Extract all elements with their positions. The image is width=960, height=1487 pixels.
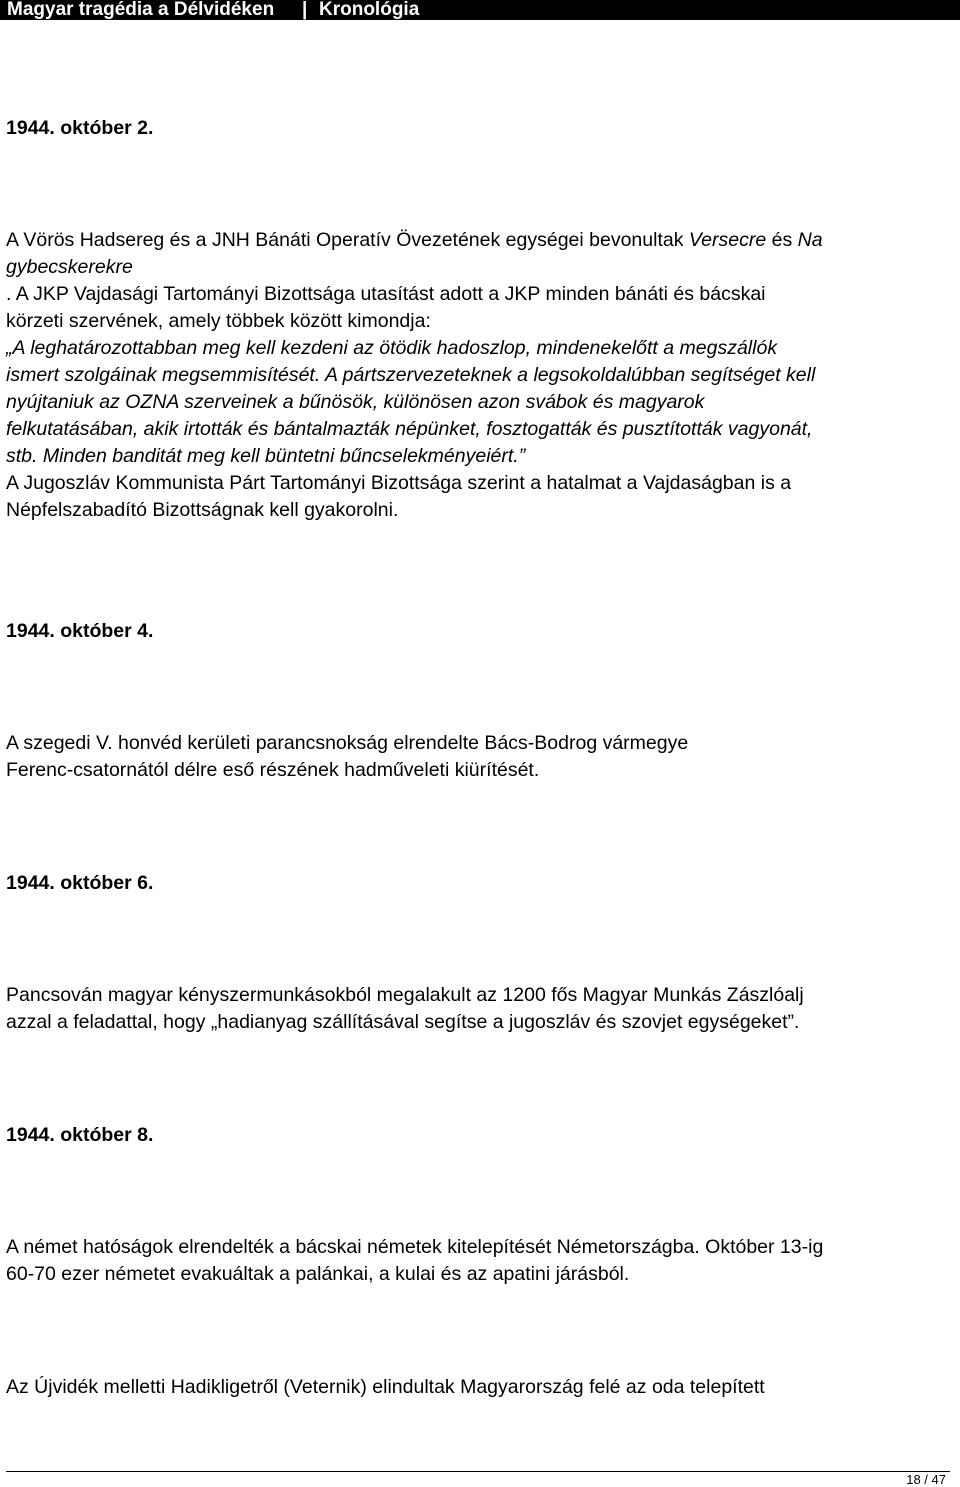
quote-line: nyújtaniuk az OZNA szerveinek a bűnösök, különösen azon svábok és magyarok xyxy=(6,391,705,413)
text-run: A Vörös Hadsereg és a JNH Bánáti Operatív Övezetének egységei bevonultak xyxy=(6,229,689,251)
place-name: Na xyxy=(797,229,823,251)
entry-paragraph xyxy=(6,1374,765,1401)
quote-line: stb. Minden banditát meg kell büntetni bűncselekményeiért.” xyxy=(6,445,526,467)
entry-date: 1944. október 8. xyxy=(6,1124,154,1146)
running-header xyxy=(0,0,960,20)
place-name: Versecre xyxy=(688,229,767,251)
quote-line: „A leghatározottabban meg kell kezdeni az ötödik hadoszlop, mindenekelőtt a megszállók xyxy=(6,337,778,359)
text-line: Ferenc-csatornától délre eső részének hadműveleti kiürítését. xyxy=(6,759,540,781)
entry-date: 1944. október 6. xyxy=(6,872,154,894)
text-line: körzeti szervének, amely többek között kimondja: xyxy=(6,310,431,332)
footer-divider xyxy=(6,1471,950,1472)
document-title: Magyar tragédia a Délvidéken xyxy=(7,0,275,20)
entry-paragraph xyxy=(6,1234,823,1288)
text-line: Népfelszabadító Bizottságnak kell gyakorolni. xyxy=(6,499,399,521)
text-line: A német hatóságok elrendelték a bácskai németek kitelepítését Németországba. Október 13-ig xyxy=(6,1236,824,1258)
text-line: A Jugoszláv Kommunista Párt Tartományi Bizottsága szerint a hatalmat a Vajdaságban is a xyxy=(6,472,792,494)
entry-date: 1944. október 4. xyxy=(6,620,154,642)
text-line: Az Újvidék melletti Hadikligetről (Veternik) elindultak Magyarország felé az oda telepített xyxy=(6,1376,765,1398)
entry-paragraph xyxy=(6,730,688,784)
entry-date: 1944. október 2. xyxy=(6,117,154,139)
quote-line xyxy=(6,362,823,389)
text-run: A pártszervezeteknek a legsokoldalúbban segítséget kell xyxy=(320,364,816,386)
page-number: 18 / 47 xyxy=(906,1472,946,1487)
text-run: és xyxy=(766,229,798,251)
section-title: Kronológia xyxy=(319,0,420,20)
text-line: azzal a feladattal, hogy „hadianyag szállításával segítse a jugoszláv és szovjet egységeket”. xyxy=(6,1011,800,1033)
text-run: ismert szolgáinak megsemmisítését. xyxy=(6,364,321,386)
header-separator: | xyxy=(302,0,308,20)
entry-paragraph xyxy=(6,982,804,1036)
text-line: Pancsován magyar kényszermunkásokból megalakult az 1200 fős Magyar Munkás Zászlóalj xyxy=(6,984,804,1006)
text-line xyxy=(6,227,823,254)
quote-line: felkutatásában, akik irtották és bántalmazták népünket, fosztogatták és pusztították vagyonát, xyxy=(6,418,813,440)
entry-paragraph xyxy=(6,227,823,524)
text-line: gybecskerekre xyxy=(6,256,133,278)
text-line: 60-70 ezer németet evakuáltak a palánkai, a kulai és az apatini járásból. xyxy=(6,1263,630,1285)
text-line: . A JKP Vajdasági Tartományi Bizottsága utasítást adott a JKP minden bánáti és bácskai xyxy=(6,283,766,305)
text-line: A szegedi V. honvéd kerületi parancsnokság elrendelte Bács-Bodrog vármegye xyxy=(6,732,689,754)
